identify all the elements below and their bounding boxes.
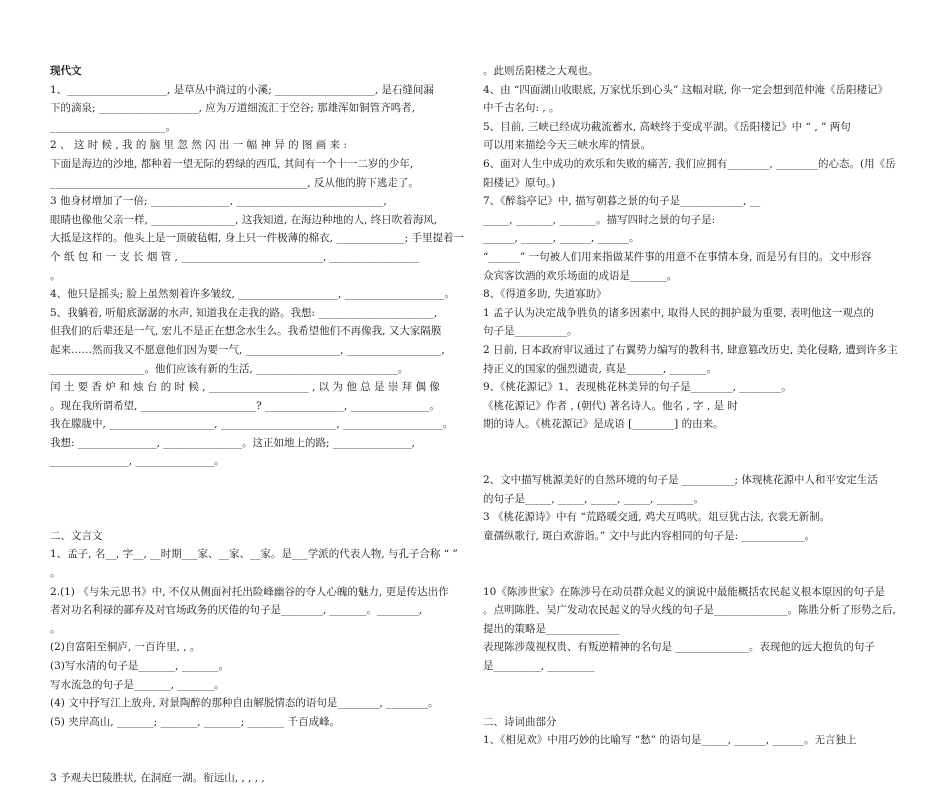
- text-line: ______________________。: [50, 120, 176, 133]
- text-line: 大抵是这样的。他头上是一顶破毡帽, 身上只一件极薄的棉衣, _____________; 手里提着一: [50, 232, 464, 245]
- text-line: 现代文: [50, 65, 82, 77]
- text-line: 3 《桃花源诗》中有 “荒路暖交通, 鸡犬互鸣吠。俎豆犹古法, 衣裳无新制。: [483, 511, 831, 524]
- text-line: 二、文言文: [50, 529, 103, 542]
- text-line: (5) 夹岸高山, _______; _______, _______; _______ 千百成峰。: [50, 715, 341, 728]
- text-line: 。: [50, 269, 61, 282]
- text-line: __________________。他们应该有新的生活, ___________________________。: [50, 362, 409, 375]
- text-line: 个 纸 包 和 一 支 长 烟 管 , ___________________________, _________________: [50, 250, 419, 263]
- text-line: 二、诗词曲部分: [483, 715, 557, 728]
- text-line: [50, 750, 470, 769]
- text-line: 的句子是_____, _____, _____, _____, _______。: [483, 492, 704, 505]
- text-line: 我在朦胧中, ____________________, ______________________, ___________________。: [50, 418, 454, 431]
- text-line: 表现陈涉蔑视权贵、有叛逆精神的名句是 ______________。表现他的远大抱负的句子: [483, 641, 875, 654]
- text-line: 4、他只是摇头; 脸上虽然刻着许多皱纹, ___________________, ___________________。: [50, 288, 455, 301]
- text-line: 下的滴泉; ___________________, 应为万道细流汇于空谷; 那雄浑如铜管齐鸣者,: [50, 102, 416, 115]
- text-line: (2)自富阳至桐庐, 一百许里, , 。: [50, 641, 201, 654]
- text-line: 但我们的后辈还是一气, 宏儿不是正在想念水生么。我希望他们不再像我, 又大家隔膜: [50, 325, 442, 338]
- text-line: 2 、 这 时 候 , 我 的 脑 里 忽 然 闪 出 一 幅 神 异 的 图 画 来 :: [50, 139, 347, 152]
- text-line: 6、面对人生中成功的欢乐和失败的痛苦, 我们应拥有________, ________的心态。(用《岳: [483, 157, 896, 170]
- text-line: 2、文中描写桃源美好的自然环境的句子是 __________; 体现桃花源中人和平安定生活: [483, 474, 878, 487]
- text-line: 期的诗人。《桃花源记》是成语 [________] 的由来。: [483, 418, 724, 431]
- left-column: [50, 62, 470, 787]
- text-line: 2 日前, 日本政府审议通过了右翼势力编写的教科书, 肆意篡改历史, 美化侵略, 遭到许多主: [483, 343, 898, 356]
- text-line: 。现在我所谓希望, ______________________? _______________, _______________。: [50, 399, 440, 412]
- text-line: 8、《得道多助, 失道寡助》: [483, 288, 607, 301]
- text-line: 1、《相见欢》中用巧妙的比喻写 “愁” 的语句是_____, ______, ______。无言独上: [483, 734, 857, 747]
- text-line: 3 他身材增加了一倍; _______________, ____________________________,: [50, 195, 387, 208]
- text-line: 。此则岳阳楼之大观也。: [483, 65, 599, 77]
- text-line: _________________________________________________, 反从他的胯下逃走了。: [50, 176, 419, 189]
- text-line: 1、孟子, 名__, 字__, __时期___家、__家、__家。是___学派的代表人物, 与孔子合称 “ ”: [50, 548, 458, 561]
- text-line: 2.(1) 《与朱元思书》中, 不仅从侧面衬托出险峰幽谷的夺人心魄的魅力, 更是传达出作: [50, 585, 449, 598]
- text-line: 。: [50, 622, 61, 635]
- text-line: 5、目前, 三峡已经成功截流蓄水, 高峡终于变成平湖。《岳阳楼记》中 “ , ” 两句: [483, 120, 851, 133]
- text-line: 。: [50, 567, 61, 580]
- text-line: 持正义的国家的强烈谴责, 真是_______, _______。: [483, 362, 717, 375]
- right-column: [483, 62, 913, 750]
- text-line: (3)写水清的句子是_______, _______。: [50, 660, 230, 672]
- spacer: [483, 434, 913, 453]
- text-line: 童孺纵歌行, 斑白欢游诣。” 文中与此内容相同的句子是: ____________。: [483, 529, 816, 542]
- spacer: [50, 731, 470, 750]
- text-line: 可以用来描绘今天三峡水库的情景。: [483, 139, 651, 152]
- text-line: “______” 一句被人们用来指做某件事的用意不在事情本身, 而是另有目的。文中形容: [483, 250, 872, 263]
- text-line: 7、《醉翁亭记》中, 描写朝暮之景的句子是____________, __: [483, 195, 761, 208]
- spacer: [483, 545, 913, 564]
- spacer: [483, 676, 913, 695]
- text-line: 写水流急的句子是_______, _______。: [50, 678, 225, 691]
- text-line: 下面是海边的沙地, 都种着一望无际的碧绿的西瓜, 其间有一个十一二岁的少年,: [50, 157, 414, 170]
- text-line: 闰 土 要 香 炉 和 烛 台 的 时 候 , ___________________ , 以 为 他 总 是 崇 拜 偶 像: [50, 381, 440, 394]
- text-line: 4、由 “四面湖山收眼底, 万家忧乐到心头” 这幅对联, 你一定会想到范仲淹《岳阳楼记》: [483, 83, 888, 96]
- text-line: 。点明陈胜、吴广发动农民起义的导火线的句子是______________。陈胜分析了形势之后,: [483, 604, 896, 617]
- text-line: _______________, _______________。: [50, 455, 225, 468]
- text-line: 者对功名利禄的鄙弃及对官场政务的厌倦的句子是________, _______。________,: [50, 604, 423, 617]
- text-line: 提出的策略是______________: [483, 622, 620, 635]
- text-line: 阳楼记》原句。): [483, 176, 556, 189]
- text-line: 我想: _______________, _______________。这正如地上的路; _______________,: [50, 436, 416, 449]
- spacer: [50, 490, 470, 509]
- spacer: [50, 471, 470, 490]
- text-line: (4) 文中抒写江上放舟, 对景陶醉的那种自由解脱情态的语句是________, ________。: [50, 697, 439, 710]
- text-line: [483, 452, 913, 471]
- text-line: ______, ______, ______, ______。: [483, 232, 640, 245]
- text-line: 眼睛也像他父亲一样, ________________, 这我知道, 在海边种地的人, 终日吹着海风,: [50, 213, 438, 226]
- text-line: [50, 508, 470, 527]
- text-line: 3 予观夫巴陵胜状, 在洞庭一湖。衔远山, , , , ,: [50, 771, 265, 784]
- text-line: 《桃花源记》作者 , (朝代) 著名诗人。他名 , 字 , 是 时: [483, 399, 738, 412]
- text-line: 9、《桃花源记》1、表现桃花林美异的句子是________, ________。: [483, 381, 792, 394]
- text-line: 中千古名句: , 。: [483, 102, 560, 115]
- text-line: [483, 564, 913, 583]
- text-line: 1、___________________, 是草丛中淌过的小溪; ___________________, 是石缝间漏: [50, 83, 434, 96]
- text-line: 10《陈涉世家》在陈涉号在动员群众起义的演说中最能概括农民起义根本原因的句子是: [483, 585, 885, 598]
- text-line: 众宾客饮酒的欢乐场面的成语是_______。: [483, 269, 678, 282]
- text-line: [483, 694, 913, 713]
- text-line: 起来……然而我又不愿意他们因为要一气, __________________, __________________,: [50, 343, 445, 356]
- text-line: 句子是__________。: [483, 325, 578, 338]
- text-line: _____, _______, _______。描写四时之景的句子是:: [483, 213, 716, 226]
- text-line: 1 孟子认为决定战争胜负的诸多因素中, 取得人民的拥护最为重要, 表明他这一观点的: [483, 306, 874, 319]
- text-line: 5、我躺着, 听船底潺潺的水声, 知道我在走我的路。我想: ______________________,: [50, 306, 438, 319]
- text-line: 是_________, _________: [483, 660, 595, 672]
